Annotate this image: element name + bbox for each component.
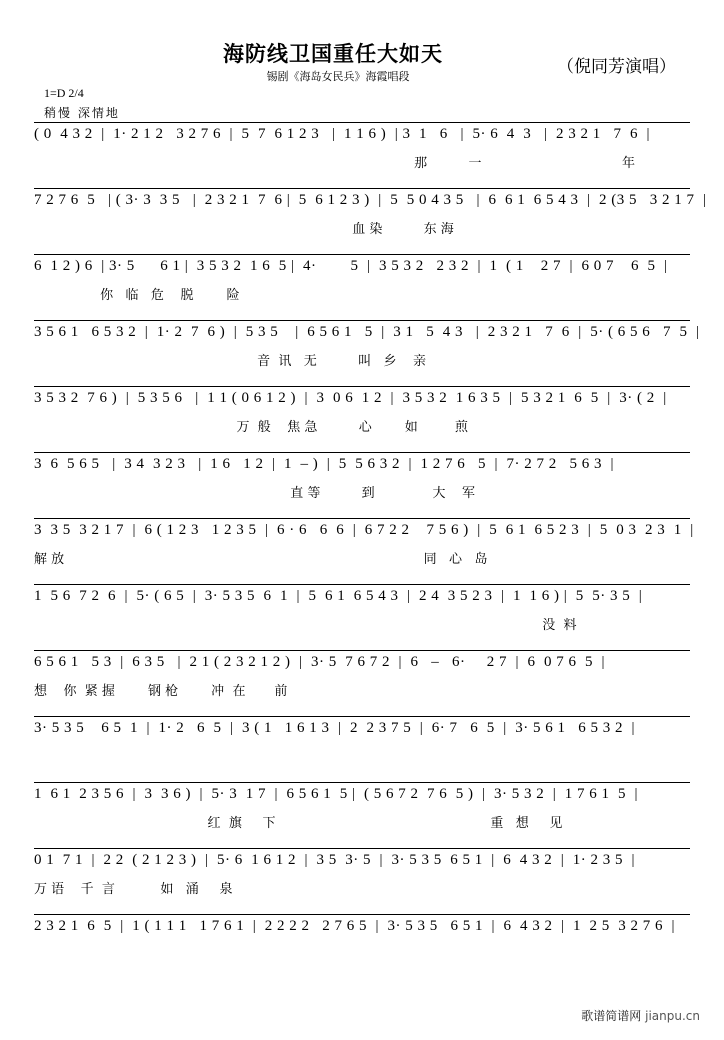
notation-row: 3 5 6 1 6 5 3 2 | 1· 2 7 6 ) | 5 3 5 | 6 5 6 1 5 | 3 1 5 4 3 | 2 3 2 1 7 6 | 5· ( 6 5 6 7 5 | <box>34 324 700 340</box>
music-system <box>34 386 690 446</box>
staff-rule <box>34 254 690 255</box>
watermark-url: jianpu.cn <box>645 1009 700 1023</box>
music-system <box>34 452 690 512</box>
lyrics-row: 那 一 年 <box>34 156 635 171</box>
notation-row: 3 5 3 2 7 6 ) | 5 3 5 6 | 1 1 ( 0 6 1 2 ) | 3 0 6 1 2 | 3 5 3 2 1 6 3 5 | 5 3 2 1 6 5 | 3· ( 2 | <box>34 390 667 406</box>
staff-rule <box>34 122 690 123</box>
music-system <box>34 848 690 908</box>
lyrics-row: 万 般 焦 急 心 如 煎 <box>34 420 468 435</box>
notation-row: 3· 5 3 5 6 5 1 | 1· 2 6 5 | 3 ( 1 1 6 1 3 | 2 2 3 7 5 | 6· 7 6 5 | 3· 5 6 1 6 5 3 2 | <box>34 720 635 736</box>
watermark-footer <box>581 1007 700 1024</box>
music-system <box>34 716 690 776</box>
lyrics-row: 想 你 紧 握 钢 枪 冲 在 前 <box>34 684 288 699</box>
staff-rule <box>34 320 690 321</box>
music-system <box>34 188 707 248</box>
notation-row: 1 5 6 7 2 6 | 5· ( 6 5 | 3· 5 3 5 6 1 | 5 6 1 6 5 4 3 | 2 4 3 5 2 3 | 1 1 6 ) | 5 5· 3 5 | <box>34 588 643 604</box>
lyrics-row <box>34 944 690 966</box>
music-system <box>34 584 690 644</box>
notation-row: 3 3 5 3 2 1 7 | 6 ( 1 2 3 1 2 3 5 | 6 · 6 6 6 | 6 7 2 2 7 5 6 ) | 5 6 1 6 5 2 3 | 5 0 3 2 3 1 | <box>34 522 694 538</box>
lyrics-row: 你 临 危 脱 险 <box>34 288 240 303</box>
notation-row: 0 1 7 1 | 2 2 ( 2 1 2 3 ) | 5· 6 1 6 1 2 | 3 5 3· 5 | 3· 5 3 5 6 5 1 | 6 4 3 2 | 1· 2 3 5 | <box>34 852 635 868</box>
singer-credit: （倪同芳演唱） <box>557 57 676 77</box>
music-system <box>34 254 690 314</box>
subtitle-text: 锡剧《海岛女民兵》海霞唱段 <box>266 70 410 83</box>
notation-row: 6 1 2 ) 6 | 3· 5 6 1 | 3 5 3 2 1 6 5 | 4· 5 | 3 5 3 2 2 3 2 | 1 ( 1 2 7 | 6 0 7 6 5 | <box>34 258 668 274</box>
staff-rule <box>34 782 690 783</box>
notation-row: 2 3 2 1 6 5 | 1 ( 1 1 1 1 7 6 1 | 2 2 2 2 2 7 6 5 | 3· 5 3 5 6 5 1 | 6 4 3 2 | 1 2 5 3 2 7 6 | <box>34 918 676 934</box>
staff-rule <box>34 386 690 387</box>
lyrics-row: 音 讯 无 叫 乡 亲 <box>34 354 427 369</box>
key-signature: 1=D 2/4 <box>44 86 84 100</box>
staff-rule <box>34 848 690 849</box>
lyrics-row: 万 语 千 言 如 涌 泉 <box>34 882 233 897</box>
staff-rule <box>34 518 690 519</box>
notation-row: 1 6 1 2 3 5 6 | 3 3 6 ) | 5· 3 1 7 | 6 5 6 1 5 | ( 5 6 7 2 7 6 5 ) | 3· 5 3 2 | 1 7 6 1 5 | <box>34 786 638 802</box>
lyrics-row: 红 旗 下 重 想 见 <box>34 816 563 831</box>
lyrics-row: 血 染 东 海 <box>34 222 454 237</box>
staff-rule <box>34 452 690 453</box>
lyrics-row: 直 等 到 大 军 <box>34 486 476 501</box>
watermark-brand: 歌谱简谱网 <box>581 1009 642 1023</box>
music-system <box>34 518 694 578</box>
music-system <box>34 320 700 380</box>
music-system <box>34 914 690 974</box>
notation-row: 3 6 5 6 5 | 3 4 3 2 3 | 1 6 1 2 | 1 – ) | 5 5 6 3 2 | 1 2 7 6 5 | 7· 2 7 2 5 6 3 | <box>34 456 615 472</box>
notation-row: 7 2 7 6 5 | ( 3· 3 3 5 | 2 3 2 1 7 6 | 5 6 1 2 3 ) | 5 5 0 4 3 5 | 6 6 1 6 5 4 3 | 2 (3 5 3 2 1 7 | <box>34 192 707 208</box>
lyrics-row: 没 料 <box>34 618 577 633</box>
staff-rule <box>34 188 690 189</box>
staff-rule <box>34 584 690 585</box>
staff-rule <box>34 650 690 651</box>
music-system <box>34 122 690 182</box>
music-system <box>34 650 690 710</box>
staff-rule <box>34 914 690 915</box>
notation-row: 6 5 6 1 5 3 | 6 3 5 | 2 1 ( 2 3 2 1 2 ) | 3· 5 7 6 7 2 | 6 – 6· 2 7 | 6 0 7 6 5 | <box>34 654 605 670</box>
lyrics-row <box>34 746 690 768</box>
notation-row: ( 0 4 3 2 | 1· 2 1 2 3 2 7 6 | 5 7 6 1 2 3 | 1 1 6 ) | 3 1 6 | 5· 6 4 3 | 2 3 2 1 7 6 | <box>34 126 651 142</box>
music-system <box>34 782 690 842</box>
lyrics-row: 解 放 同 心 岛 <box>34 552 488 567</box>
tempo-marking: 稍慢 深情地 <box>44 106 120 120</box>
staff-rule <box>34 716 690 717</box>
page-title-text: 海防线卫国重任大如天 <box>223 42 443 66</box>
